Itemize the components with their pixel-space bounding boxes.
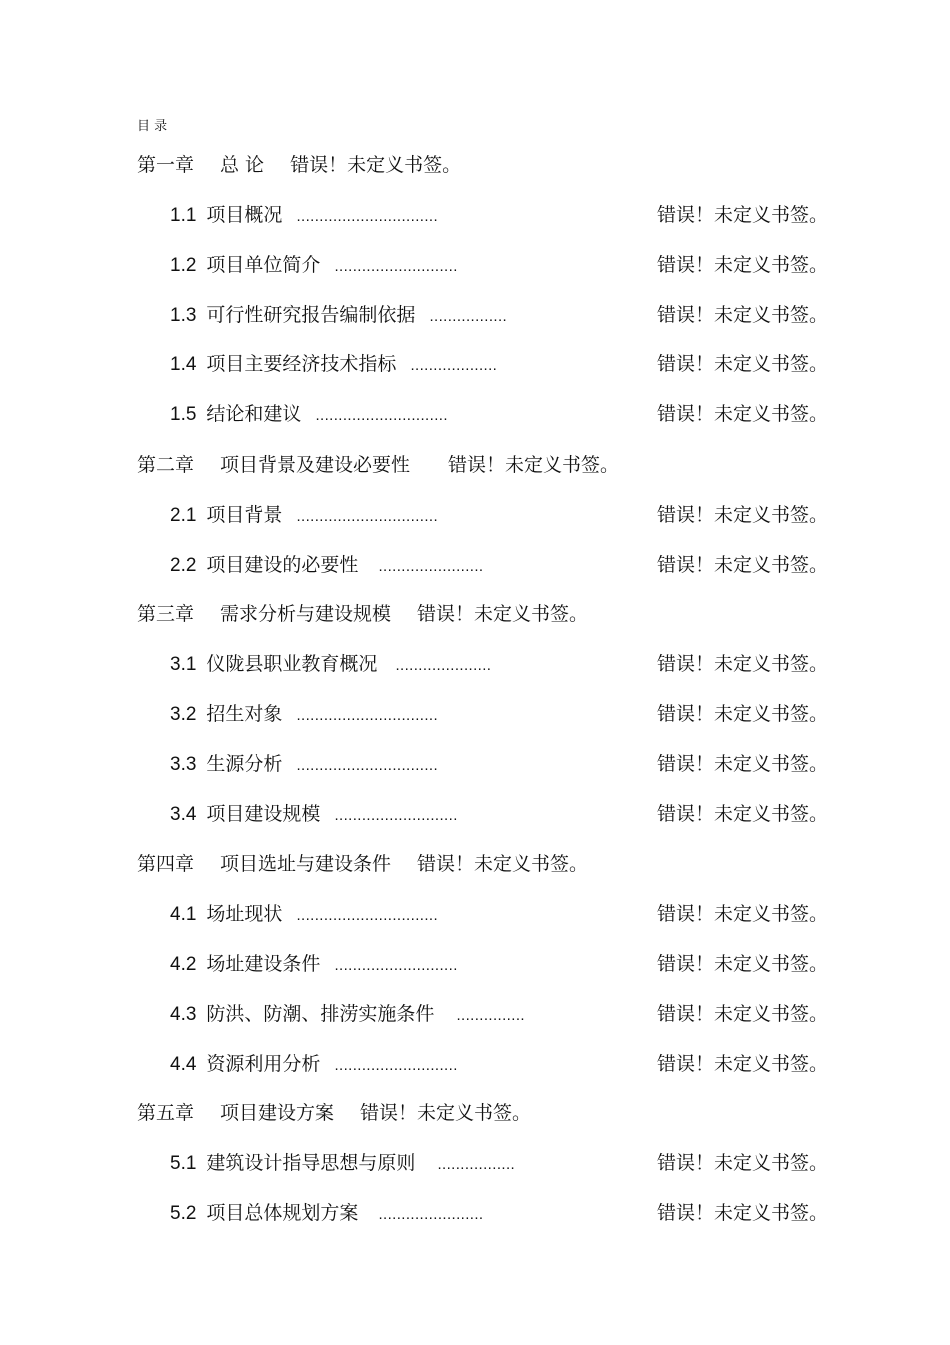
section-title: 项目主要经济技术指标 (206, 353, 397, 375)
section-title: 项目总体规划方案 (206, 1202, 359, 1224)
chapter-number: 第一章 (137, 154, 195, 176)
section-title: 结论和建议 (206, 403, 302, 425)
dot-leader: ........................... (334, 807, 458, 824)
toc-section-5-2[interactable] (170, 1199, 484, 1227)
chapter-title: 项目背景及建设必要性 (220, 454, 411, 476)
section-number: 1.3 (170, 305, 197, 326)
dot-leader: ............... (456, 1007, 525, 1024)
dot-leader: ....................... (378, 558, 484, 575)
toc-section-4-2[interactable] (170, 950, 458, 978)
dot-leader: ........................... (334, 258, 458, 275)
section-title: 招生对象 (206, 703, 283, 725)
chapter-number: 第五章 (137, 1102, 195, 1124)
section-number: 4.1 (170, 904, 197, 925)
dot-leader: ............................... (296, 208, 439, 225)
dot-leader: ................. (437, 1156, 516, 1173)
section-page-ref: 错误！未定义书签。 (657, 554, 829, 576)
section-title: 建筑设计指导思想与原则 (206, 1152, 416, 1174)
section-title: 可行性研究报告编制依据 (206, 304, 416, 326)
chapter-number: 第四章 (137, 853, 195, 875)
toc-section-3-4[interactable] (170, 800, 458, 828)
section-page-ref: 错误！未定义书签。 (657, 504, 829, 526)
toc-chapter-4[interactable] (137, 850, 588, 878)
section-page-ref: 错误！未定义书签。 (657, 903, 829, 925)
section-page-ref: 错误！未定义书签。 (657, 204, 829, 226)
toc-section-1-4[interactable] (170, 350, 497, 378)
section-number: 1.1 (170, 205, 197, 226)
toc-chapter-3[interactable] (137, 600, 588, 628)
toc-section-2-2[interactable] (170, 551, 484, 579)
section-page-ref: 错误！未定义书签。 (657, 1053, 829, 1075)
section-number: 1.5 (170, 404, 197, 425)
dot-leader: ........................... (334, 957, 458, 974)
dot-leader: ............................... (296, 757, 439, 774)
toc-section-1-5[interactable] (170, 400, 448, 428)
dot-leader: ............................. (315, 407, 448, 424)
chapter-number: 第三章 (137, 603, 195, 625)
dot-leader: ........................... (334, 1057, 458, 1074)
section-title: 项目建设规模 (206, 803, 321, 825)
section-number: 4.3 (170, 1004, 197, 1025)
section-title: 生源分析 (206, 753, 283, 775)
chapter-page-ref: 错误！未定义书签。 (417, 853, 589, 875)
section-page-ref: 错误！未定义书签。 (657, 753, 829, 775)
section-title: 资源利用分析 (206, 1053, 321, 1075)
section-page-ref: 错误！未定义书签。 (657, 353, 829, 375)
section-title: 场址建设条件 (206, 953, 321, 975)
dot-leader: ............................... (296, 907, 439, 924)
toc-chapter-1[interactable] (137, 151, 461, 179)
toc-section-1-2[interactable] (170, 251, 458, 279)
toc-title: 目 录 (137, 119, 168, 134)
section-number: 2.2 (170, 555, 197, 576)
section-page-ref: 错误！未定义书签。 (657, 1202, 829, 1224)
section-number: 1.4 (170, 354, 197, 375)
section-page-ref: 错误！未定义书签。 (657, 703, 829, 725)
section-page-ref: 错误！未定义书签。 (657, 254, 829, 276)
section-page-ref: 错误！未定义书签。 (657, 403, 829, 425)
section-page-ref: 错误！未定义书签。 (657, 953, 829, 975)
chapter-number: 第二章 (137, 454, 195, 476)
section-number: 5.2 (170, 1203, 197, 1224)
toc-section-1-1[interactable] (170, 201, 438, 229)
section-title: 仪陇县职业教育概况 (206, 653, 378, 675)
toc-section-3-3[interactable] (170, 750, 438, 778)
section-number: 4.2 (170, 954, 197, 975)
section-number: 2.1 (170, 505, 197, 526)
chapter-page-ref: 错误！未定义书签。 (290, 154, 462, 176)
section-number: 4.4 (170, 1054, 197, 1075)
chapter-page-ref: 错误！未定义书签。 (417, 603, 589, 625)
dot-leader: ..................... (395, 657, 492, 674)
chapter-title: 总 论 (220, 154, 265, 176)
chapter-title: 项目选址与建设条件 (220, 853, 392, 875)
section-title: 项目概况 (206, 204, 283, 226)
chapter-title: 项目建设方案 (220, 1102, 335, 1124)
section-title: 项目单位简介 (206, 254, 321, 276)
toc-section-1-3[interactable] (170, 301, 507, 329)
chapter-page-ref: 错误！未定义书签。 (360, 1102, 532, 1124)
toc-section-2-1[interactable] (170, 501, 438, 529)
chapter-title: 需求分析与建设规模 (220, 603, 392, 625)
dot-leader: ................. (429, 308, 508, 325)
toc-section-4-1[interactable] (170, 900, 438, 928)
toc-section-5-1[interactable] (170, 1149, 515, 1177)
section-number: 3.2 (170, 704, 197, 725)
section-title: 项目背景 (206, 504, 283, 526)
section-title: 项目建设的必要性 (206, 554, 359, 576)
dot-leader: ................... (410, 357, 498, 374)
toc-section-3-1[interactable] (170, 650, 491, 678)
section-number: 3.4 (170, 804, 197, 825)
section-number: 5.1 (170, 1153, 197, 1174)
section-page-ref: 错误！未定义书签。 (657, 1003, 829, 1025)
toc-section-3-2[interactable] (170, 700, 438, 728)
section-page-ref: 错误！未定义书签。 (657, 653, 829, 675)
section-page-ref: 错误！未定义书签。 (657, 803, 829, 825)
section-page-ref: 错误！未定义书签。 (657, 1152, 829, 1174)
dot-leader: ............................... (296, 707, 439, 724)
toc-chapter-5[interactable] (137, 1099, 531, 1127)
chapter-page-ref: 错误！未定义书签。 (448, 454, 620, 476)
toc-section-4-3[interactable] (170, 1000, 525, 1028)
dot-leader: ............................... (296, 508, 439, 525)
section-title: 防洪、防潮、排涝实施条件 (206, 1003, 435, 1025)
section-number: 1.2 (170, 255, 197, 276)
toc-section-4-4[interactable] (170, 1050, 458, 1078)
dot-leader: ....................... (378, 1206, 484, 1223)
section-number: 3.1 (170, 654, 197, 675)
section-number: 3.3 (170, 754, 197, 775)
section-title: 场址现状 (206, 903, 283, 925)
toc-chapter-2[interactable] (137, 451, 619, 479)
section-page-ref: 错误！未定义书签。 (657, 304, 829, 326)
